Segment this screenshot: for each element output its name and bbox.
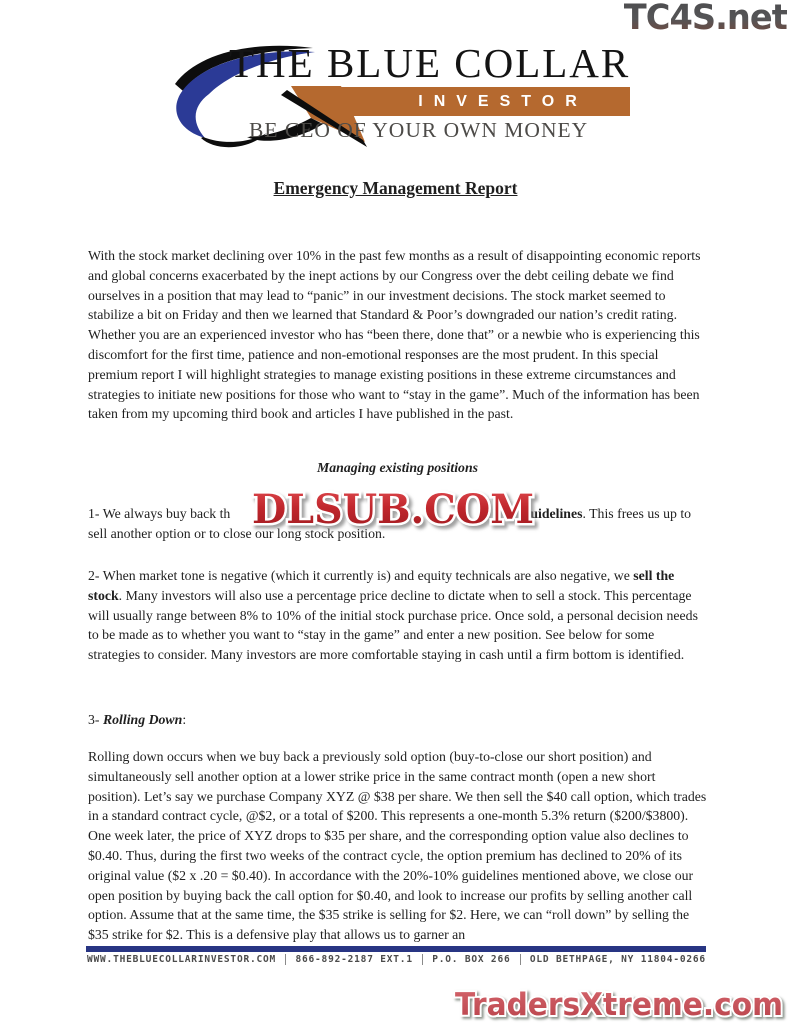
footer-phone: 866-892-2187 EXT.1 bbox=[295, 954, 413, 965]
footer-pobox: P.O. BOX 266 bbox=[432, 954, 511, 965]
blue-collar-investor-logo bbox=[163, 38, 638, 150]
dlsub-watermark-text: DLSUB.COM bbox=[252, 486, 534, 533]
tc4s-watermark: TC4S.net bbox=[623, 0, 787, 38]
footer-website: WWW.THEBLUECOLLARINVESTOR.COM bbox=[87, 954, 277, 965]
list-item-1 bbox=[88, 486, 707, 544]
report-title: Emergency Management Report bbox=[273, 178, 518, 198]
footer-separator bbox=[422, 954, 423, 965]
item1-text-before: 1- We always buy back th bbox=[88, 506, 231, 521]
logo-band-label: INVESTOR bbox=[418, 92, 588, 110]
logo-wordmark: THE BLUE COLLAR bbox=[229, 40, 631, 86]
footer-contact-bar bbox=[87, 954, 706, 965]
item1-text-bold: uidelines bbox=[530, 506, 583, 521]
logo-tagline: BE CEO OF YOUR OWN MONEY bbox=[249, 118, 589, 142]
footer-address: OLD BETHPAGE, NY 11804-0266 bbox=[529, 954, 706, 965]
item1-text-after: . This frees us up to sell another option or to close our long stock position. bbox=[88, 506, 692, 541]
logo-investor-band bbox=[330, 87, 630, 116]
dlsub-watermark bbox=[246, 480, 540, 544]
rolling-down-heading: 3- Rolling Down: bbox=[88, 712, 187, 727]
section-heading: Managing existing positions bbox=[316, 460, 478, 475]
list-item-2: 2- When market tone is negative (which it currently is) and equity technicals are also negative, we sell the stock. Many investors will also use a percentage price decline to dictate when to sell a stock. This percentage will usually range between 8% to 10% of the initial stock purchase price. Once sold, a personal decision needs to be made as to whether you want to “stay in the game” and enter a new position. See below for some strategies to consider. Many investors are more comfortable staying in cash until a firm bottom is identified. bbox=[88, 568, 698, 663]
footer-separator bbox=[520, 954, 521, 965]
tradersxtreme-watermark-text: TradersXtreme.com bbox=[455, 987, 783, 1023]
intro-paragraph: With the stock market declining over 10% in the past few months as a result of disappointing economic reports and global concerns exacerbated by the inept actions by our Congress over the debt ceiling debate we find ourselves in a position that may lead to “panic” in our investment decisions. The stock market seemed to stabilize a bit on Friday and then we learned that Standard & Poor’s downgraded our nation’s credit rating. Whether you are an experienced investor who has “been there, done that” or a newbie who is experiencing this discomfort for the first time, patience and non-emotional responses are the most prudent. In this special premium report I will highlight strategies to manage existing positions in these extreme circumstances and strategies to initiate new positions for those who want to “stay in the game”. Much of the information has been taken from my upcoming third book and articles I have published in the past. bbox=[88, 248, 701, 422]
tradersxtreme-watermark bbox=[449, 984, 789, 1024]
rolling-down-paragraph: Rolling down occurs when we buy back a previously sold option (buy-to-close our short position) and simultaneously sell another option at a lower strike price in the same contract month (open a new short position). Let’s say we purchase Company XYZ @ $38 per share. We then sell the $40 call option, which trades in a standard contract cycle, @$2, or a total of $200. This represents a one-month 5.3% return ($200/$3800). One week later, the price of XYZ drops to $35 per share, and the corresponding option value also declines to $0.40. Thus, during the first two weeks of the contract cycle, the option premium has declined to 20% of its original value ($2 x .20 = $0.40). In accordance with the 20%-10% guidelines mentioned above, we close our open position by buying back the call option for $0.40, and look to increase our profits by selling another call option. Assume that at the same time, the $35 strike is selling for $2. Here, we can “roll down” by selling the $35 strike for $2. This is a defensive play that allows us to garner an bbox=[88, 749, 707, 943]
footer-separator bbox=[285, 954, 286, 965]
footer-divider-rule bbox=[86, 946, 706, 952]
